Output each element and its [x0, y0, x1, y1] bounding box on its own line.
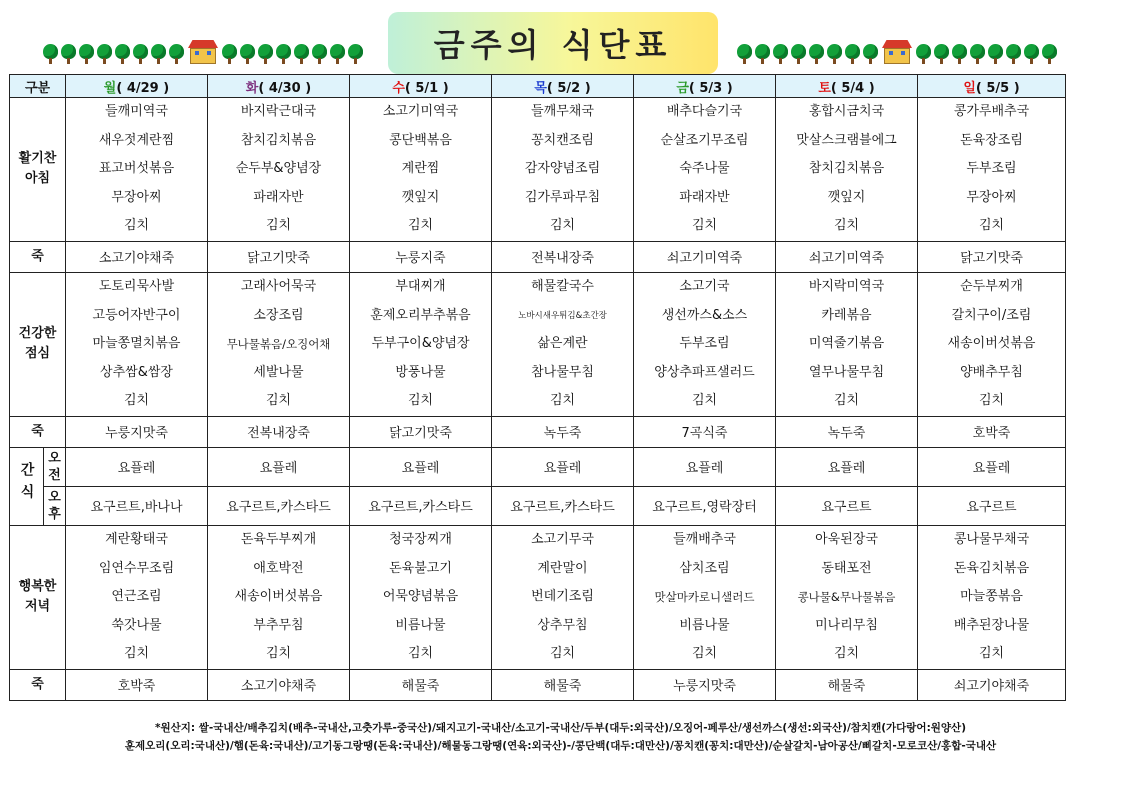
dish: 새우젓계란찜 — [98, 132, 175, 148]
dinner-cell — [776, 525, 918, 669]
dish: 배추된장나물 — [953, 617, 1030, 633]
tree-icon — [60, 44, 77, 64]
porridge-cell — [350, 669, 492, 700]
tree-icon — [1041, 44, 1058, 64]
header-row — [10, 75, 1066, 98]
dish: 김치 — [123, 218, 150, 234]
dish: 상추무침 — [537, 617, 588, 633]
dish: 순살조기무조림 — [660, 132, 749, 148]
dish: 전복내장죽 — [247, 426, 310, 442]
dish: 요플레 — [827, 461, 866, 477]
row-label-line: 활기찬 — [18, 151, 57, 167]
dish: 누룽지맛죽 — [673, 679, 736, 695]
dish: 콩나물&무나물볶음 — [797, 590, 896, 605]
lunch-cell — [776, 272, 918, 416]
snack-pm-cell — [634, 486, 776, 525]
porridge-cell — [776, 241, 918, 272]
dish: 카레볶음 — [821, 307, 872, 323]
dish: 참치김치볶음 — [240, 132, 317, 148]
dish: 김치 — [407, 218, 434, 234]
tree-icon — [42, 44, 59, 64]
lunch-cell — [208, 272, 350, 416]
porridge-row — [10, 669, 1066, 700]
dish: 방풍나물 — [395, 364, 446, 380]
snack-pm-cell — [66, 486, 208, 525]
dish: 김치 — [265, 393, 292, 409]
dish: 바지락근대국 — [240, 104, 317, 119]
porridge-cell — [634, 669, 776, 700]
snack-pm-cell — [776, 486, 918, 525]
day-date: ( 5/4 ) — [830, 80, 875, 96]
porridge-cell — [208, 416, 350, 447]
dish: 새송이버섯볶음 — [947, 336, 1036, 352]
dish: 소고기미역국 — [382, 104, 459, 119]
dish: 김치 — [978, 646, 1005, 662]
dish: 누룽지죽 — [395, 251, 446, 267]
snack-label-text: 간식 — [18, 462, 35, 507]
dish: 참치김치볶음 — [808, 161, 885, 177]
tree-icon — [168, 44, 185, 64]
dish: 요플레 — [685, 461, 724, 477]
tree-icon — [311, 44, 328, 64]
house-icon — [188, 40, 218, 64]
dish: 김치 — [833, 218, 860, 234]
tree-icon — [844, 44, 861, 64]
day-name: 토 — [818, 80, 831, 96]
dish: 무장아찌 — [111, 189, 162, 205]
snack-am-label — [44, 447, 66, 486]
dish: 파래자반 — [253, 189, 304, 205]
day-date: ( 4/29 ) — [116, 80, 170, 96]
dish: 김치 — [123, 646, 150, 662]
origin-note-line2: 훈제오리(오리:국내산)/햄(돈육:국내산)/고기동그랑땡(돈육:국내산)/해물동그랑땡(연육:외국산)-/콩단백(대두:대만산)/꽁치캔(꽁치:대만산)/순살갈치-남아공산/삐갈치-모로코산/홍합-국내산 — [124, 740, 997, 752]
dish: 해물죽 — [543, 679, 582, 695]
snack-am-row — [10, 447, 1066, 486]
dish: 들깨배추국 — [673, 531, 736, 547]
porridge-cell — [918, 241, 1066, 272]
dish: 상추쌈&쌈장 — [100, 364, 173, 380]
dish: 요구르트,카스타드 — [226, 500, 331, 516]
tree-icon — [257, 44, 274, 64]
day-name: 월 — [103, 80, 117, 96]
dish: 홍합시금치국 — [808, 104, 885, 119]
row-label-line: 점심 — [24, 346, 51, 362]
dish: 삼치조림 — [679, 560, 730, 576]
dish: 소고기국 — [679, 278, 730, 294]
dish: 김치 — [978, 218, 1005, 234]
dinner-cell — [634, 525, 776, 669]
lunch-cell — [492, 272, 634, 416]
dish: 김치 — [549, 218, 576, 234]
dish: 소장조림 — [253, 307, 304, 323]
day-header — [208, 75, 350, 98]
snack-label — [10, 447, 44, 525]
dish: 쇠고기미역죽 — [808, 251, 885, 267]
day-header — [66, 75, 208, 98]
page-title: 금주의 식단표 — [433, 26, 673, 64]
dish: 김치 — [265, 646, 292, 662]
dish: 두부조림 — [679, 336, 730, 352]
dish: 전복내장죽 — [531, 251, 594, 267]
dish: 연근조림 — [111, 589, 162, 605]
row-label-line: 아침 — [24, 171, 51, 187]
dish: 깻잎지 — [401, 189, 440, 205]
porridge-cell — [776, 669, 918, 700]
dish: 맛살마카로니샐러드 — [654, 590, 755, 605]
dish: 김치 — [691, 218, 718, 234]
dish: 김가루파무침 — [524, 189, 601, 205]
tree-icon — [114, 44, 131, 64]
snack-am-cell — [492, 447, 634, 486]
dish: 김치 — [265, 218, 292, 234]
dish: 요구르트,카스타드 — [510, 500, 615, 516]
snack-pm-cell — [492, 486, 634, 525]
dish: 누룽지맛죽 — [105, 426, 168, 442]
dish: 표고버섯볶음 — [98, 161, 175, 177]
dish: 두부조림 — [966, 161, 1017, 177]
lunch-cell — [918, 272, 1066, 416]
dish: 도토리묵사발 — [98, 278, 175, 294]
dish: 7곡식죽 — [681, 426, 728, 442]
day-name: 금 — [676, 80, 689, 96]
dish: 김치 — [978, 393, 1005, 409]
dish: 애호박전 — [253, 560, 304, 576]
porridge-cell — [350, 416, 492, 447]
porridge-cell — [918, 669, 1066, 700]
dish: 돈육김치볶음 — [953, 560, 1030, 576]
tree-icon — [78, 44, 95, 64]
porridge-cell — [492, 669, 634, 700]
tree-icon — [915, 44, 932, 64]
tree-icon — [239, 44, 256, 64]
dish: 두부구이&양념장 — [371, 336, 470, 352]
dish: 요구르트 — [821, 500, 872, 516]
dish: 파래자반 — [679, 189, 730, 205]
row-label — [10, 525, 66, 669]
dish: 세발나물 — [253, 364, 304, 380]
breakfast-row — [10, 98, 1066, 242]
snack-pm-cell — [350, 486, 492, 525]
snack-pm-label — [44, 486, 66, 525]
dish: 생선까스&소스 — [661, 307, 748, 323]
dish: 고등어자반구이 — [92, 307, 181, 323]
day-name: 수 — [392, 80, 405, 96]
dish: 요구르트,바나나 — [90, 500, 183, 516]
tree-icon — [736, 44, 753, 64]
dish: 김치 — [691, 646, 718, 662]
dish: 호박죽 — [117, 679, 156, 695]
dish: 콩단백볶음 — [389, 132, 452, 148]
porridge-cell — [918, 416, 1066, 447]
tree-icon — [933, 44, 950, 64]
dish: 삶은계란 — [537, 336, 588, 352]
dish: 요플레 — [972, 461, 1011, 477]
dish: 요플레 — [259, 461, 298, 477]
dish: 김치 — [549, 393, 576, 409]
house-icon — [882, 40, 912, 64]
dinner-cell — [492, 525, 634, 669]
dinner-cell — [350, 525, 492, 669]
day-header — [776, 75, 918, 98]
dish: 무장아찌 — [966, 189, 1017, 205]
dish: 바지락미역국 — [808, 278, 885, 294]
porridge-cell — [208, 241, 350, 272]
dish: 부추무침 — [253, 617, 304, 633]
dinner-cell — [918, 525, 1066, 669]
dish: 순두부&양념장 — [235, 161, 322, 177]
dish: 김치 — [407, 393, 434, 409]
porridge-cell — [66, 669, 208, 700]
dish: 비름나물 — [679, 617, 730, 633]
dish: 미역줄기볶음 — [808, 336, 885, 352]
dish: 새송이버섯볶음 — [234, 589, 323, 605]
tree-icon — [951, 44, 968, 64]
row-label — [10, 272, 66, 416]
breakfast-cell — [350, 98, 492, 242]
dish: 갈치구이/조림 — [951, 307, 1032, 323]
dish: 소고기야채죽 — [240, 679, 317, 695]
tree-icon — [987, 44, 1004, 64]
dish: 녹두죽 — [543, 426, 582, 442]
day-date: ( 5/1 ) — [404, 80, 449, 96]
dish: 열무나물무침 — [808, 364, 885, 380]
dinner-cell — [66, 525, 208, 669]
day-header — [918, 75, 1066, 98]
dish: 김치 — [123, 393, 150, 409]
breakfast-cell — [776, 98, 918, 242]
dish: 고래사어묵국 — [240, 278, 317, 294]
dish: 요구르트,영락장터 — [652, 500, 757, 516]
dish: 돈육불고기 — [389, 560, 452, 576]
dish: 번데기조림 — [531, 589, 594, 605]
row-label-line: 저녁 — [24, 599, 51, 615]
dish: 요플레 — [401, 461, 440, 477]
dish: 감자양념조림 — [524, 161, 601, 177]
dish: 해물죽 — [401, 679, 440, 695]
dish: 계란말이 — [537, 560, 588, 576]
snack-am-cell — [918, 447, 1066, 486]
breakfast-cell — [634, 98, 776, 242]
tree-icon — [275, 44, 292, 64]
snack-pm-row — [10, 486, 1066, 525]
dish: 훈제오리부추볶음 — [370, 307, 471, 323]
tree-icon — [1005, 44, 1022, 64]
porridge-cell — [492, 416, 634, 447]
breakfast-cell — [492, 98, 634, 242]
dish: 임연수무조림 — [98, 560, 175, 576]
tree-icon — [790, 44, 807, 64]
tree-icon — [1023, 44, 1040, 64]
tree-icon — [826, 44, 843, 64]
dish: 들깨미역국 — [105, 104, 168, 119]
dish: 계란찜 — [401, 161, 440, 177]
tree-icon — [969, 44, 986, 64]
porridge-cell — [776, 416, 918, 447]
row-label-line: 행복한 — [18, 579, 57, 595]
dish: 동태포전 — [821, 560, 872, 576]
porridge-cell — [492, 241, 634, 272]
dish: 김치 — [691, 393, 718, 409]
snack-am-cell — [208, 447, 350, 486]
dish: 쑥갓나물 — [111, 617, 162, 633]
dish: 양상추파프샐러드 — [654, 364, 755, 380]
snack-pm-cell — [208, 486, 350, 525]
tree-icon — [772, 44, 789, 64]
dish: 소고기야채죽 — [98, 251, 175, 267]
dish: 양배추무침 — [960, 364, 1023, 380]
dish: 소고기무국 — [531, 531, 594, 547]
porridge-cell — [208, 669, 350, 700]
dish: 순두부찌개 — [960, 278, 1023, 294]
snack-am-cell — [776, 447, 918, 486]
dish: 요플레 — [543, 461, 582, 477]
breakfast-cell — [66, 98, 208, 242]
dish: 마늘쫑멸치볶음 — [92, 336, 181, 352]
dish: 들깨무채국 — [531, 104, 594, 119]
tree-icon — [754, 44, 771, 64]
dish: 미나리무침 — [815, 617, 878, 633]
breakfast-cell — [208, 98, 350, 242]
porridge-row — [10, 416, 1066, 447]
lunch-cell — [634, 272, 776, 416]
dish: 숙주나물 — [679, 161, 730, 177]
porridge-row — [10, 241, 1066, 272]
dish: 녹두죽 — [827, 426, 866, 442]
tree-icon — [150, 44, 167, 64]
day-date: ( 5/5 ) — [975, 80, 1020, 96]
dish: 돈육두부찌개 — [240, 531, 317, 547]
dish: 배추다슬기국 — [666, 104, 743, 119]
dish: 요구르트,카스타드 — [368, 500, 473, 516]
dish: 김치 — [407, 646, 434, 662]
day-date: ( 5/2 ) — [546, 80, 591, 96]
dish: 참나물무침 — [531, 364, 594, 380]
dinner-row — [10, 525, 1066, 669]
meal-table — [9, 74, 1066, 701]
lunch-cell — [350, 272, 492, 416]
dish: 맛살스크램블에그 — [796, 132, 897, 148]
dish: 호박죽 — [972, 426, 1011, 442]
day-name: 목 — [534, 80, 547, 96]
day-name: 화 — [245, 80, 259, 96]
dish: 김치 — [833, 393, 860, 409]
dish: 돈육장조림 — [960, 132, 1023, 148]
dish: 꽁치캔조림 — [531, 132, 594, 148]
dish: 콩가루배추국 — [953, 104, 1030, 119]
day-header — [350, 75, 492, 98]
origin-note-line1: *원산지: 쌀-국내산/배추김치(배추-국내산,고춧가루-중국산)/돼지고기-국내산/소고기-국내산/두부(대두:외국산)/오징어-페루산/생선까스(생선:외국산)/참치캔(가다랑어:원양산) — [154, 722, 967, 734]
tree-icon — [862, 44, 879, 64]
tree-icon — [329, 44, 346, 64]
dish: 깻잎지 — [827, 189, 866, 205]
dish: 어묵양념볶음 — [382, 589, 459, 605]
tree-icon — [221, 44, 238, 64]
lunch-cell — [66, 272, 208, 416]
row-label — [10, 416, 66, 447]
dish: 청국장찌개 — [389, 531, 452, 547]
dish: 계란황태국 — [105, 531, 168, 547]
porridge-cell — [350, 241, 492, 272]
dish: 노바시새우튀김&초간장 — [518, 310, 607, 321]
porridge-cell — [634, 416, 776, 447]
row-label-line: 건강한 — [18, 326, 57, 342]
day-date: ( 4/30 ) — [258, 80, 312, 96]
breakfast-cell — [918, 98, 1066, 242]
dish: 무나물볶음/오징어채 — [226, 337, 331, 352]
snack-pm-cell — [918, 486, 1066, 525]
left-decoration — [42, 40, 364, 64]
snack-am-text: 오전 — [48, 450, 61, 483]
dish: 해물죽 — [827, 679, 866, 695]
header-label: 구분 — [10, 75, 66, 98]
dish: 요플레 — [117, 461, 156, 477]
lunch-row — [10, 272, 1066, 416]
row-label — [10, 669, 66, 700]
dish: 요구르트 — [966, 500, 1017, 516]
dinner-cell — [208, 525, 350, 669]
dish: 콩나물무채국 — [953, 531, 1030, 547]
snack-am-cell — [66, 447, 208, 486]
row-label-text: 죽 — [31, 676, 44, 692]
dish: 마늘쫑볶음 — [960, 589, 1023, 605]
day-header — [634, 75, 776, 98]
porridge-cell — [66, 241, 208, 272]
snack-pm-text: 오후 — [48, 489, 61, 522]
right-decoration — [736, 40, 1058, 64]
dish: 쇠고기미역죽 — [666, 251, 743, 267]
tree-icon — [808, 44, 825, 64]
tree-icon — [293, 44, 310, 64]
day-header — [492, 75, 634, 98]
tree-icon — [96, 44, 113, 64]
row-label-text: 죽 — [31, 248, 44, 264]
tree-icon — [347, 44, 364, 64]
dish: 해물칼국수 — [531, 278, 594, 294]
dish: 비름나물 — [395, 617, 446, 633]
porridge-cell — [634, 241, 776, 272]
dish: 닭고기맛죽 — [247, 251, 310, 267]
snack-am-cell — [350, 447, 492, 486]
dish: 김치 — [549, 646, 576, 662]
dish: 쇠고기야채죽 — [953, 679, 1030, 695]
dish: 아욱된장국 — [815, 531, 878, 547]
row-label — [10, 241, 66, 272]
row-label — [10, 98, 66, 242]
dish: 김치 — [833, 646, 860, 662]
snack-am-cell — [634, 447, 776, 486]
tree-icon — [132, 44, 149, 64]
day-date: ( 5/3 ) — [688, 80, 733, 96]
dish: 닭고기맛죽 — [960, 251, 1023, 267]
row-label-text: 죽 — [31, 423, 44, 439]
day-name: 일 — [963, 80, 976, 96]
dish: 닭고기맛죽 — [389, 426, 452, 442]
porridge-cell — [66, 416, 208, 447]
dish: 부대찌개 — [395, 278, 446, 294]
title-banner — [388, 12, 718, 74]
